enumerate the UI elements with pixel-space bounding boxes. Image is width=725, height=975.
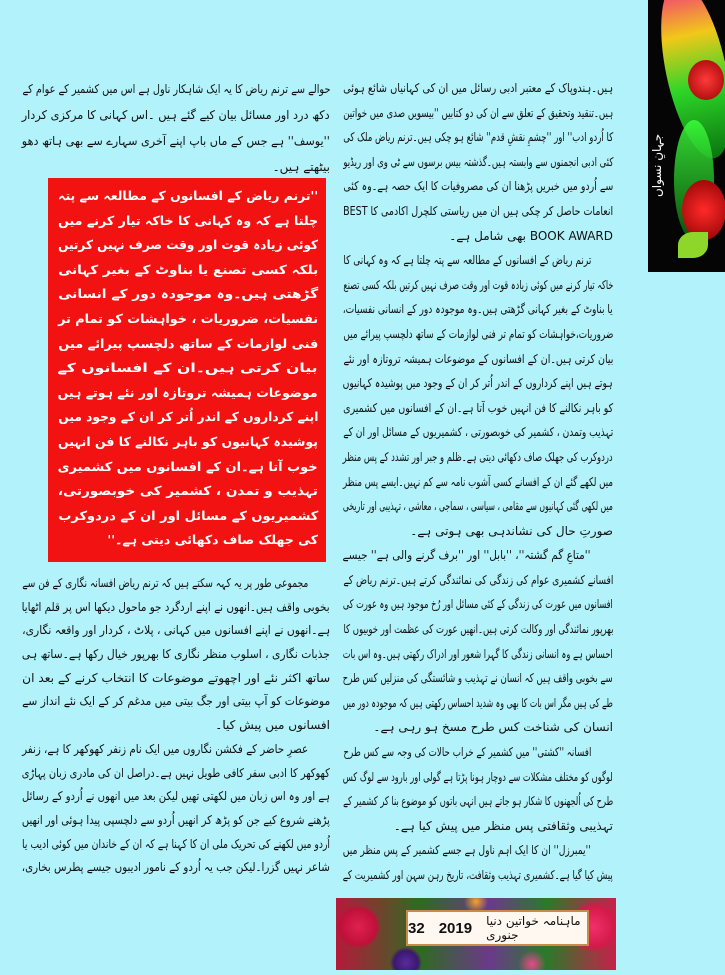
text-line-content: دردوکرب کی جھلک صاف دکھائی دیتی ہے۔ظلم و جبر اور تشدد کے پس منظر <box>343 449 613 464</box>
text-line <box>343 543 613 568</box>
text-line <box>343 789 613 814</box>
text-line-content: انعامات حاصل کر چکی ہیں ان میں ریاستی کلچرل اکادمی کا BEST <box>343 203 613 218</box>
rose-image <box>682 180 725 240</box>
text-line-content: اپنے کرداروں کے اندر اُتر کر ان کے وجود میں <box>58 409 318 425</box>
text-line <box>343 445 613 470</box>
text-line-content: ہے اور وہ اس زبان میں لکھتی تھیں لیکن بعد میں انھوں نے اُردو کے رسائل <box>22 789 330 804</box>
text-line-content: سے بخوبی واقف ہیں کہ انسان نے تہذیب و شائستگی کی منزلیں کس طرح <box>343 671 613 686</box>
text-line <box>22 762 330 786</box>
text-line-content: گڑھتی ہیں۔وہ موجودہ دور کے انسانی <box>58 286 318 302</box>
text-line-content: طے کی ہیں مگر اس بات کا بھی وہ شدید احساس رکھتی ہیں کہ موجودہ دور میں <box>343 695 613 710</box>
text-line <box>22 738 330 762</box>
text-line-content: موضوعات کو آپ بیتی اور جگ بیتی میں مدغم کر کے ایک نئے انداز سے <box>22 694 330 709</box>
section-title: جہانِ نسواں <box>650 133 664 197</box>
rose-image <box>688 60 724 100</box>
article-left-bottom <box>22 572 330 880</box>
text-line-content: مجموعی طور پر یہ کہہ سکتے ہیں کہ ترنم ریاض افسانہ نگاری کے فن سے <box>22 576 308 590</box>
article-right-column <box>343 76 613 888</box>
text-line-content: اُردو میں لکھنے کی تحریک ملی ان کا کہنا ہے کہ ان کے خاندان میں کوئی ادیب یا <box>22 836 330 851</box>
text-line <box>343 150 613 175</box>
text-line-content: انسان کی شناخت کس طرح مسخ ہو رہی ہے۔ <box>373 720 613 735</box>
text-line <box>343 174 613 199</box>
text-line <box>22 128 330 154</box>
text-line <box>343 470 613 495</box>
pull-quote-text <box>58 184 318 553</box>
text-line <box>343 691 613 716</box>
text-line <box>22 690 330 714</box>
text-line <box>343 396 613 421</box>
text-line-content: حوالے سے ترنم ریاض کا یہ ایک شاہکار ناول ہے اس میں کشمیر کے عوام کے <box>22 82 330 96</box>
text-line <box>343 101 613 126</box>
text-line-content: BOOK AWARD بھی شامل ہے۔ <box>449 228 613 243</box>
text-line <box>343 347 613 372</box>
page-number: 32 <box>408 919 425 937</box>
text-line-content: خوب آتا ہے۔ان کے افسانوں میں کشمیری <box>58 458 318 474</box>
text-line-content: ترنم ریاض کے افسانوں کے مطالعہ سے پتہ چلتا ہے کہ وہ کہانی کا <box>343 253 591 268</box>
text-line <box>58 258 318 283</box>
text-line-content: افسانوں میں عورت کی زندگی کے کئی مسائل اور رُخ موجود ہیں وہ عورت کی <box>343 597 613 612</box>
text-line <box>22 596 330 620</box>
text-line-content: پڑھنے شروع کیے جن کو پڑھ کر انھیں اُردو سے دلچسپی پیدا ہوئی اور انھیں <box>22 812 330 827</box>
article-left-top <box>22 76 330 180</box>
text-line-content: افسانہ ''کشتی'' میں کشمیر کے خراب حالات کی وجہ سے کس طرح <box>343 745 591 760</box>
magazine-name: ماہنامہ خواتین دنیا جنوری <box>486 914 581 942</box>
text-line <box>343 199 613 224</box>
text-line-content: نفسیات، ضروریات ، خواہشات کو تمام تر <box>58 310 318 326</box>
text-line-content: لوگوں کو مختلف مشکلات سے دوچار ہونا پڑتا ہے گولی اور بارود سے لوگ کس <box>343 769 613 784</box>
text-line <box>22 619 330 643</box>
text-line <box>343 248 613 273</box>
text-line-content: صورتِ حال کی نشاندہی بھی ہوتی ہے۔ <box>410 523 613 538</box>
text-line <box>343 642 613 667</box>
text-line <box>343 715 613 740</box>
text-line <box>343 568 613 593</box>
text-line-content: تہذیبی وثقافتی پس منظر میں پیش کیا ہے۔ <box>393 818 613 833</box>
text-line-content: بھرپور نمائندگی اور وکالت کرتی ہیں۔انھیں عورت کی عظمت اور خوبیوں کا <box>343 622 613 637</box>
text-line-content: کشمیریوں کے مسائل اور ان کے دردوکرب <box>58 507 318 523</box>
text-line-content: چلتا ہے کہ وہ کہانی کا خاکہ تیار کرنے میں <box>58 212 318 228</box>
text-line <box>58 282 318 307</box>
text-line <box>22 856 330 880</box>
text-line <box>22 102 330 128</box>
text-line <box>58 233 318 258</box>
text-line <box>22 833 330 857</box>
text-line-content: کا اُردو ادب'' اور ''چشمِ نقشِ قدم'' شائع ہو چکی ہیں۔ترنم ریاض ملک کی <box>343 130 613 145</box>
text-line-content: پیش کیا گیا ہے۔کشمیری تہذیب وثقافت، تاریخ رہن سہن اور کشمیریت کے <box>343 868 613 882</box>
text-line-content: خاکہ تیار کرنے میں کوئی زیادہ قوت اور وقت صرف نہیں کرتیں بلکہ کسی تصنع <box>343 277 613 292</box>
text-line-content: کوئی زیادہ قوت اور وقت صرف نہیں کرتیں <box>58 237 318 253</box>
text-line-content: تہذیب وتمدن ، کشمیر کی خوبصورتی ، کشمیریوں کے مسائل اور ان کے <box>343 425 613 440</box>
page-footer <box>336 898 616 970</box>
text-line-content: ''ترنم ریاض کے افسانوں کے مطالعہ سے پتہ <box>58 188 318 203</box>
text-line-content: کئی ادبی انجمنوں سے وابستہ ہیں۔گذشتہ بیس برسوں سے ٹی وی اور ریڈیو <box>343 154 613 169</box>
text-line-content: ''یوسف'' ہے جس کے ماں باپ اپنے آخری سہارے سے بھی ہاتھ دھو <box>22 134 330 148</box>
text-line <box>343 76 613 101</box>
text-line <box>343 592 613 617</box>
text-line <box>343 273 613 298</box>
text-line-content: ہے۔انھوں نے اپنے افسانوں میں کہانی ، پلاٹ ، کردار اور واقعہ نگاری، <box>22 623 330 638</box>
text-line <box>343 814 613 839</box>
text-line-content: تہذیب و تمدن ، کشمیر کی خوبصورتی، <box>58 483 318 499</box>
text-line <box>343 740 613 765</box>
text-line-content: کو باہر نکالنے کا فن انہیں خوب آتا ہے۔ان کے افسانوں میں کشمیری <box>343 400 613 415</box>
text-line <box>343 371 613 396</box>
text-line-content: ہیں۔تنقید وتحقیق کے تعلق سے ان کی دو کتابیں ''بیسویں صدی میں خواتین <box>343 105 613 120</box>
text-line <box>58 184 318 209</box>
text-line-content: ہوتے ہیں اپنے کرداروں کے اندر اُتر کر ان کے وجود میں پوشیدہ کہانیوں <box>343 376 613 391</box>
text-line <box>58 307 318 332</box>
text-line <box>58 528 318 553</box>
text-line <box>343 519 613 544</box>
text-line <box>343 322 613 347</box>
text-line-content: میں لکھے گئے ان کے افسانے کسی آشوب نامہ سے کم نہیں۔ایسے پس منظر <box>343 474 613 489</box>
text-line <box>22 809 330 833</box>
text-line <box>58 430 318 455</box>
text-line-content: فنی لوازمات کے ساتھ دلچسپ پیرائے میں <box>58 335 318 351</box>
text-line-content: کی جھلک صاف دکھائی دیتی ہے۔'' <box>107 532 318 548</box>
text-line-content: یا بناوٹ کے بغیر کہانی گڑھتی ہیں۔وہ موجودہ دور کے انسانی نفسیات، <box>343 302 613 317</box>
text-line <box>58 504 318 529</box>
text-line <box>343 666 613 691</box>
text-line <box>58 479 318 504</box>
text-line-content: کھوکھر کا ادبی سفر کافی طویل نہیں ہے۔دراصل ان کی مادری زبان پہاڑی <box>22 765 330 780</box>
text-line <box>58 209 318 234</box>
text-line-content: افسانوں میں پیش کیا۔ <box>215 718 330 733</box>
text-line <box>343 838 613 863</box>
issue-year: 2019 <box>438 919 473 937</box>
text-line-content: طرح کی اُلجھنوں کا شکار ہو جاتے ہیں انہی باتوں کو موضوع بنا کر کشمیر کے <box>343 794 613 809</box>
text-line-content: ہیں۔ہندوپاک کے معتبر ادبی رسائل میں ان کی کہانیاں شائع ہوئی <box>343 81 613 95</box>
text-line <box>58 356 318 381</box>
text-line-content: ضروریات،خواہشات کو تمام تر فنی لوازمات کے ساتھ دلچسپ پیرائے میں <box>343 326 613 341</box>
text-line <box>343 863 613 888</box>
text-line <box>343 420 613 445</box>
text-line-content: سے اُردو میں خبریں پڑھنا ان کی مصروفیات کا ایک حصہ ہے۔وہ کئی <box>343 179 613 194</box>
text-line <box>343 765 613 790</box>
text-line-content: پوشیدہ کہانیوں کو باہر نکالنے کا فن انہیں <box>58 433 318 449</box>
text-line <box>22 572 330 596</box>
text-line-content: افسانے کشمیری عوام کی زندگی کی نمائندگی کرتے ہیں۔ترنم ریاض کے <box>343 572 613 587</box>
text-line <box>22 714 330 738</box>
text-line-content: جذبات نگاری ، اسلوب منظر نگاری کا بھرپور خیال رکھا ہے۔ساتھ ہی <box>22 647 330 662</box>
text-line <box>343 125 613 150</box>
text-line <box>22 667 330 691</box>
text-line-content: بیٹھتے ہیں۔ <box>272 160 330 174</box>
text-line-content: بیان کرتی ہیں۔ان کے افسانوں کے موضوعات ہمیشہ تروتازہ اور نئے <box>343 351 613 366</box>
text-line <box>343 224 613 249</box>
leaf-image <box>678 232 708 258</box>
text-line-content: ''یمبرزل'' ان کا ایک اہم ناول ہے جسے کشمیر کے پس منظر میں <box>343 843 591 858</box>
text-line <box>343 297 613 322</box>
text-line <box>58 381 318 406</box>
text-line <box>58 332 318 357</box>
text-line <box>58 455 318 480</box>
footer-label <box>406 910 589 946</box>
pull-quote-box <box>48 178 326 562</box>
text-line <box>22 76 330 102</box>
text-line-content: شاعر نہیں گزرا۔لیکن جب یہ اُردو کے نامور ادیبوں جیسے پطرس بخاری، <box>22 860 330 875</box>
section-banner <box>648 0 725 272</box>
text-line-content: موضوعات ہمیشہ تروتازہ اور نئے ہوتے ہیں <box>58 384 318 400</box>
text-line <box>58 405 318 430</box>
text-line-content: بیان کرتی ہیں۔ان کے افسانوں کے <box>58 360 318 376</box>
text-line-content: بخوبی واقف ہیں۔انھوں نے اپنے اردگرد جو ماحول دیکھا اس پر قلم اٹھایا <box>22 599 330 614</box>
text-line <box>22 154 330 180</box>
text-line-content: بلکہ کسی تصنع یا بناوٹ کے بغیر کہانی <box>58 261 318 277</box>
text-line-content: ''متاعِ گم گشتہ''، ''بابل'' اور ''برف گرنے والی ہے'' جیسے <box>343 548 591 563</box>
text-line <box>22 785 330 809</box>
text-line <box>343 494 613 519</box>
text-line-content: عصرِ حاضر کے فکشن نگاروں میں ایک نام زنفر کھوکھر کا ہے، زنفر <box>22 741 308 756</box>
text-line <box>22 643 330 667</box>
text-line-content: ساتھ اکثر نئے اور اچھوتے موضوعات کا انتخاب کرنے کے بعد ان <box>22 670 330 685</box>
text-line-content: دکھ درد اور مسائل بیان کیے گئے ہیں ۔اس کہانی کا مرکزی کردار <box>22 108 330 122</box>
text-line-content: احساس ہے وہ انسانی زندگی کا گہرا شعور اور ادراک رکھتی ہیں۔وہ اس بات <box>343 646 613 661</box>
text-line <box>343 617 613 642</box>
text-line-content: میں لکھی گئی کہانیوں سے مقامی ، سیاسی ، سماجی ، معاشی ، تہذیبی اور تاریخی <box>343 499 613 514</box>
